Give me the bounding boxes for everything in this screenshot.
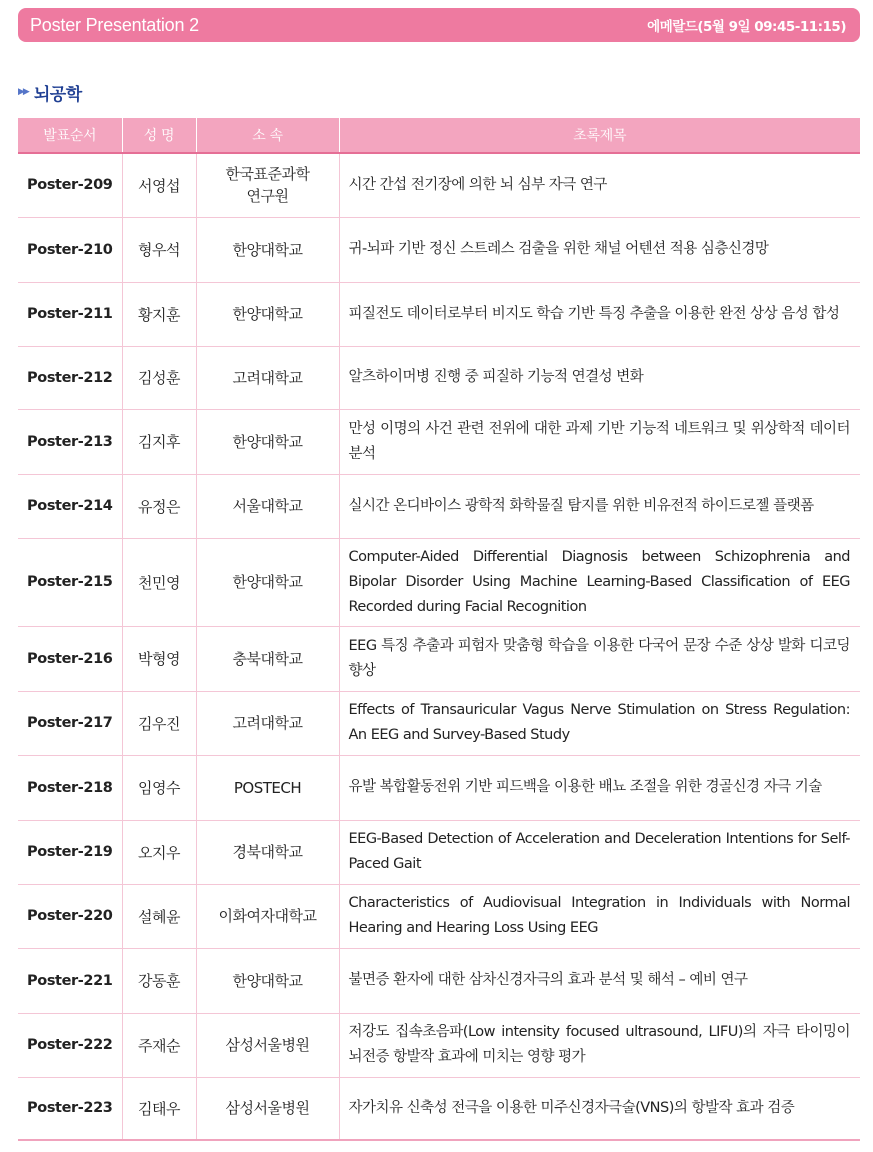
poster-code: Poster-216	[18, 626, 122, 691]
table-row	[18, 1077, 860, 1140]
header-affiliation: 소 속	[196, 118, 339, 153]
table-row	[18, 346, 860, 409]
header-name: 성 명	[122, 118, 196, 153]
abstract-title: 만성 이명의 사건 관련 전위에 대한 과제 기반 기능적 네트워크 및 위상학적 데이터 분석	[339, 409, 860, 474]
section-heading	[18, 80, 82, 104]
poster-code: Poster-211	[18, 282, 122, 346]
table-row	[18, 948, 860, 1013]
affiliation: 한양대학교	[196, 409, 339, 474]
table-row	[18, 217, 860, 282]
affiliation: 한국표준과학 연구원	[196, 153, 339, 217]
presenter-name: 주재순	[122, 1013, 196, 1077]
poster-code: Poster-209	[18, 153, 122, 217]
presenter-name: 김지후	[122, 409, 196, 474]
affiliation: 이화여자대학교	[196, 884, 339, 948]
poster-code: Poster-218	[18, 755, 122, 820]
abstract-title: Characteristics of Audiovisual Integration in Individuals with Normal Hearing and Hearing Loss Using EEG	[339, 884, 860, 948]
poster-code: Poster-220	[18, 884, 122, 948]
session-banner	[18, 8, 860, 42]
affiliation: 삼성서울병원	[196, 1077, 339, 1140]
abstract-title: 저강도 집속초음파(Low intensity focused ultrasound, LIFU)의 자극 타이밍이 뇌전증 항발작 효과에 미치는 영향 평가	[339, 1013, 860, 1077]
affiliation: POSTECH	[196, 755, 339, 820]
table-row	[18, 884, 860, 948]
abstract-title: 시간 간섭 전기장에 의한 뇌 심부 자극 연구	[339, 153, 860, 217]
presenter-name: 형우석	[122, 217, 196, 282]
poster-code: Poster-222	[18, 1013, 122, 1077]
table-row	[18, 691, 860, 755]
affiliation: 한양대학교	[196, 948, 339, 1013]
abstract-title: EEG 특징 추출과 피험자 맞춤형 학습을 이용한 다국어 문장 수준 상상 발화 디코딩 향상	[339, 626, 860, 691]
poster-code: Poster-214	[18, 474, 122, 538]
abstract-title: 불면증 환자에 대한 삼차신경자극의 효과 분석 및 해석 – 예비 연구	[339, 948, 860, 1013]
poster-table	[18, 118, 860, 1141]
presenter-name: 김성훈	[122, 346, 196, 409]
header-abstract-title: 초록제목	[339, 118, 860, 153]
table-row	[18, 1013, 860, 1077]
poster-code: Poster-212	[18, 346, 122, 409]
affiliation: 고려대학교	[196, 691, 339, 755]
abstract-title: 자가치유 신축성 전극을 이용한 미주신경자극술(VNS)의 항발작 효과 검증	[339, 1077, 860, 1140]
abstract-title: 유발 복합활동전위 기반 피드백을 이용한 배뇨 조절을 위한 경골신경 자극 기술	[339, 755, 860, 820]
poster-code: Poster-210	[18, 217, 122, 282]
abstract-title: Effects of Transauricular Vagus Nerve Stimulation on Stress Regulation: An EEG and Survey-Based Study	[339, 691, 860, 755]
affiliation: 충북대학교	[196, 626, 339, 691]
presenter-name: 천민영	[122, 538, 196, 626]
poster-code: Poster-213	[18, 409, 122, 474]
presenter-name: 유정은	[122, 474, 196, 538]
abstract-title: 귀-뇌파 기반 정신 스트레스 검출을 위한 채널 어텐션 적용 심층신경망	[339, 217, 860, 282]
table-header-row	[18, 118, 860, 153]
section-title: 뇌공학	[33, 84, 82, 105]
poster-code: Poster-215	[18, 538, 122, 626]
table-row	[18, 409, 860, 474]
presenter-name: 김우진	[122, 691, 196, 755]
table-row	[18, 538, 860, 626]
affiliation: 한양대학교	[196, 282, 339, 346]
table-row	[18, 153, 860, 217]
presenter-name: 강동훈	[122, 948, 196, 1013]
abstract-title: 실시간 온디바이스 광학적 화학물질 탐지를 위한 비유전적 하이드로젤 플랫폼	[339, 474, 860, 538]
table-row	[18, 282, 860, 346]
table-row	[18, 755, 860, 820]
header-order: 발표순서	[18, 118, 122, 153]
presenter-name: 설혜윤	[122, 884, 196, 948]
affiliation: 삼성서울병원	[196, 1013, 339, 1077]
table-row	[18, 626, 860, 691]
affiliation: 한양대학교	[196, 538, 339, 626]
presenter-name: 서영섭	[122, 153, 196, 217]
affiliation: 경북대학교	[196, 820, 339, 884]
table-row	[18, 474, 860, 538]
presenter-name: 박형영	[122, 626, 196, 691]
poster-code: Poster-221	[18, 948, 122, 1013]
session-time: 에메랄드(5월 9일 09:45-11:15)	[647, 19, 846, 35]
double-arrow-icon: ▶▶	[18, 87, 28, 97]
presenter-name: 황지훈	[122, 282, 196, 346]
poster-code: Poster-223	[18, 1077, 122, 1140]
abstract-title: EEG-Based Detection of Acceleration and Deceleration Intentions for Self-Paced Gait	[339, 820, 860, 884]
abstract-title: Computer-Aided Differential Diagnosis between Schizophrenia and Bipolar Disorder Using Machine Learning-Based Classification of EEG Recorded during Facial Recognition	[339, 538, 860, 626]
affiliation: 고려대학교	[196, 346, 339, 409]
poster-code: Poster-219	[18, 820, 122, 884]
table-row	[18, 820, 860, 884]
affiliation: 서울대학교	[196, 474, 339, 538]
abstract-title: 알츠하이머병 진행 중 피질하 기능적 연결성 변화	[339, 346, 860, 409]
session-title: Poster Presentation 2	[30, 14, 199, 35]
affiliation: 한양대학교	[196, 217, 339, 282]
presenter-name: 임영수	[122, 755, 196, 820]
abstract-title: 피질전도 데이터로부터 비지도 학습 기반 특징 추출을 이용한 완전 상상 음성 합성	[339, 282, 860, 346]
presenter-name: 김태우	[122, 1077, 196, 1140]
presenter-name: 오지우	[122, 820, 196, 884]
poster-code: Poster-217	[18, 691, 122, 755]
